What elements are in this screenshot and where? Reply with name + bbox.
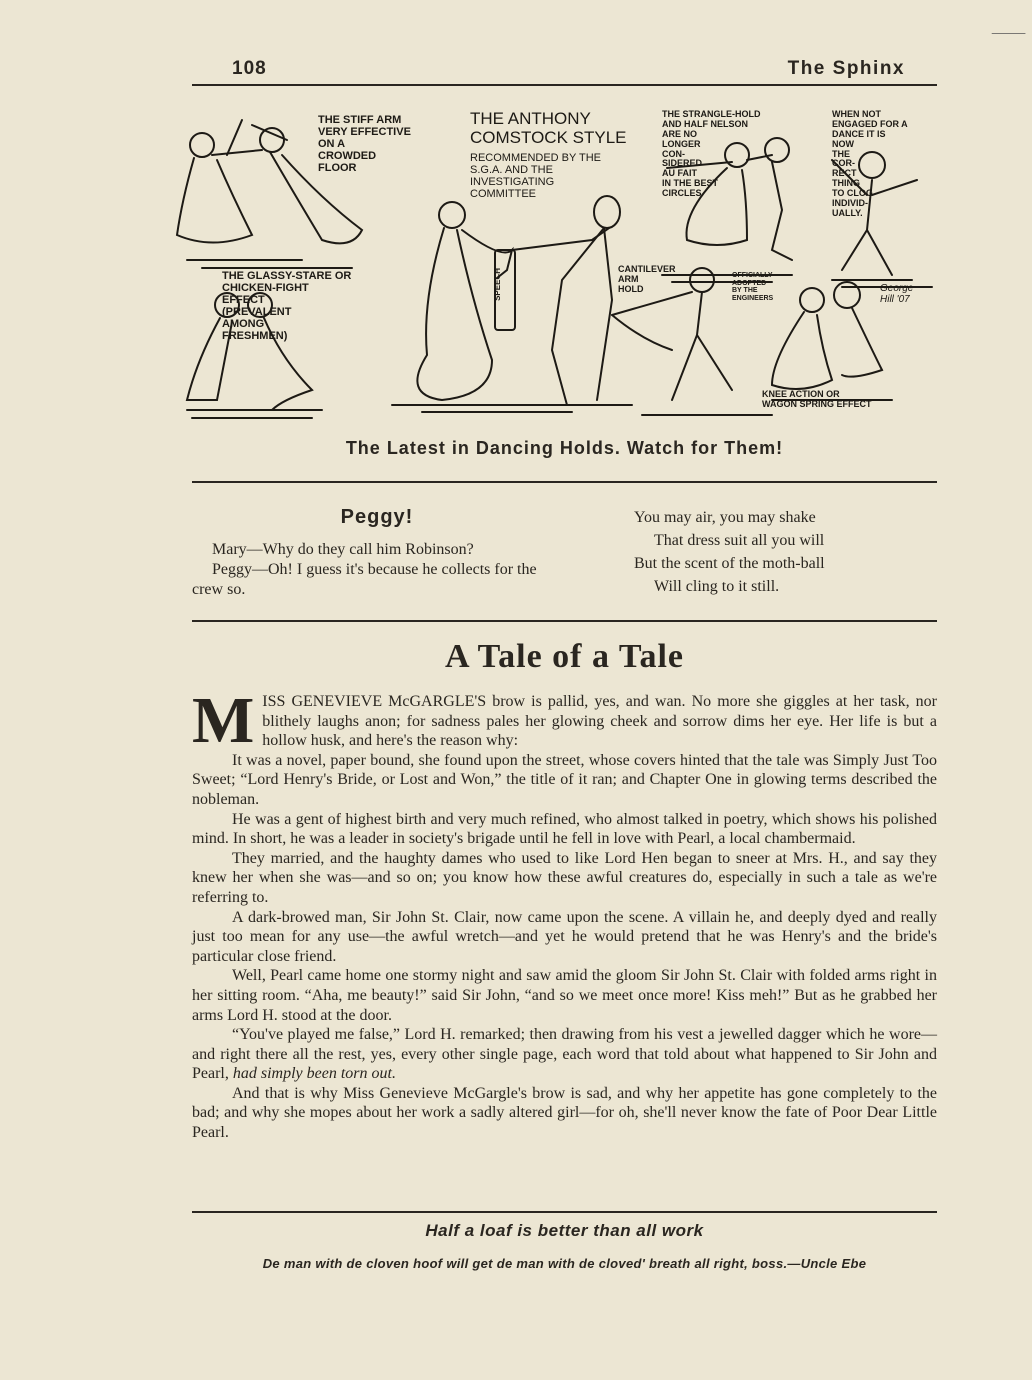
- drop-cap: M: [192, 684, 255, 757]
- dancing-holds-cartoon: [172, 100, 942, 430]
- peggy-dialogue: [192, 540, 562, 600]
- footer-motto: Half a loaf is better than all work: [425, 1221, 704, 1240]
- tale-paragraph: He was a gent of highest birth and very much refined, who almost talked in poetry, which shows his polished mind. In short, he was a leader in society's brigade until he fell in love with Pearl, a local chambermaid.: [192, 810, 937, 848]
- knee-action-couple: [772, 282, 892, 400]
- torn-out-text: had simply been torn out.: [232, 1065, 396, 1083]
- tale-paragraph: [192, 1025, 937, 1084]
- tale-paragraph: Well, Pearl came home one stormy night and saw amid the gloom Sir John St. Clair with folded arms right in her sitting room. “Aha, me beauty!” said Sir John, “and so we meet once more! Kiss meh!” But as he grabbed her arms Lord H. stood at the door.: [192, 967, 937, 1024]
- tale-paragraph: A dark-browed man, Sir John St. Clair, now came upon the scene. A villain he, and deeply dyed and really just too mean for any use—the awful wretch—and yet he would pretend that he was Henry's and the bride's particular close friend.: [192, 908, 937, 965]
- label-recommended: RECOMMENDED BY THE S.G.A. AND THE INVESTIGATING COMMITTEE: [470, 152, 602, 201]
- label-comstock-style: THE ANTHONY COMSTOCK STYLE: [470, 109, 627, 147]
- page-header: [192, 58, 937, 86]
- tale-paragraph: They married, and the haughty dames who used to like Lord Hen began to sneer at Mrs. H., and say they knew her when she was—and so on; you know how these awful creatures do, especially in such a tale as we're referring to.: [192, 849, 937, 906]
- artist-signature: George Hill '07: [880, 283, 914, 305]
- cartoon-drawing: [172, 100, 942, 430]
- label-speech-card: SPEECH: [493, 268, 502, 301]
- corner-ornament-icon: ⸻: [991, 26, 1026, 41]
- peggy-line: Peggy—Oh! I guess it's because he collects for the crew so.: [192, 561, 537, 598]
- label-engineers: OFFICIALLY ADOPTED BY THE ENGINEERS: [732, 272, 774, 303]
- divider-2: [192, 620, 937, 622]
- comstock-couple: [392, 196, 632, 412]
- cartoon-caption: The Latest in Dancing Holds. Watch for Them!: [345, 438, 784, 458]
- moth-ball-verse: [600, 506, 920, 598]
- label-knee-action: KNEE ACTION OR WAGON SPRING EFFECT: [762, 389, 872, 409]
- tale-paragraph: It was a novel, paper bound, she found upon the street, whose covers hinted that the tale was Simply Just Too Sweet; “Lord Henry's Bride, or Lost and Won,” the title of it ran; and Chapter One in glowing terms described the nobleman.: [192, 751, 937, 808]
- tale-opening: ISS GENEVIEVE McGARGLE'S brow is pallid, yes, and wan. No more she giggles at her task, nor blithely laughs anon; for sadness pales her glowing cheek and sorrow dims her eye. Her life is but a hollow husk, and here's the reason why:: [262, 693, 937, 750]
- divider-1: [192, 481, 937, 483]
- tale-paragraph: And that is why Miss Genevieve McGargle's brow is sad, and why her appetite has gone completely to the bad; and why she mopes about her work a sadly altered girl—for oh, she'll never know the fate of Poor Dear Little Pearl.: [192, 1084, 937, 1142]
- verse-line: But the scent of the moth-ball: [634, 555, 825, 572]
- peggy-title: Peggy!: [340, 506, 414, 528]
- label-glassy-stare: THE GLASSY-STARE OR CHICKEN-FIGHT EFFECT (PREVALENT AMONG FRESHMEN): [222, 270, 352, 343]
- verse-line: You may air, you may shake: [634, 509, 816, 526]
- tale-paragraph: [192, 684, 937, 757]
- divider-3: [192, 1211, 937, 1213]
- peggy-line: Mary—Why do they call him Robinson?: [212, 541, 474, 558]
- verse-line: Will cling to it still.: [654, 578, 780, 595]
- verse-line: That dress suit all you will: [654, 532, 825, 549]
- tale-body: [192, 684, 937, 1143]
- journal-title: The Sphinx: [787, 58, 905, 79]
- label-stiff-arm: THE STIFF ARM VERY EFFECTIVE ON A CROWDED FLOOR: [318, 114, 411, 175]
- label-clog: WHEN NOT ENGAGED FOR A DANCE IT IS NOW THE COR- RECT THING TO CLOG INDIVID- UALLY.: [832, 109, 908, 218]
- page-number: 108: [232, 58, 267, 79]
- footer-quote: De man with de cloven hoof will get de man with de cloved' breath all right, boss.—Uncle Ebe: [262, 1256, 867, 1271]
- dagger-text: “You've played me false,” Lord H. remarked; then drawing from his vest a jewelled dagger which he wore—and right there all the rest, yes, every other single page, each word that told about what happened to Sir John and Pearl,: [192, 1026, 937, 1083]
- tale-title: A Tale of a Tale: [445, 638, 684, 675]
- label-strangle-hold: THE STRANGLE-HOLD AND HALF NELSON ARE NO LONGER CON- SIDERED AU FAIT IN THE BEST CIRCLES: [662, 109, 761, 199]
- label-cantilever: CANTILEVER ARM HOLD: [618, 264, 676, 294]
